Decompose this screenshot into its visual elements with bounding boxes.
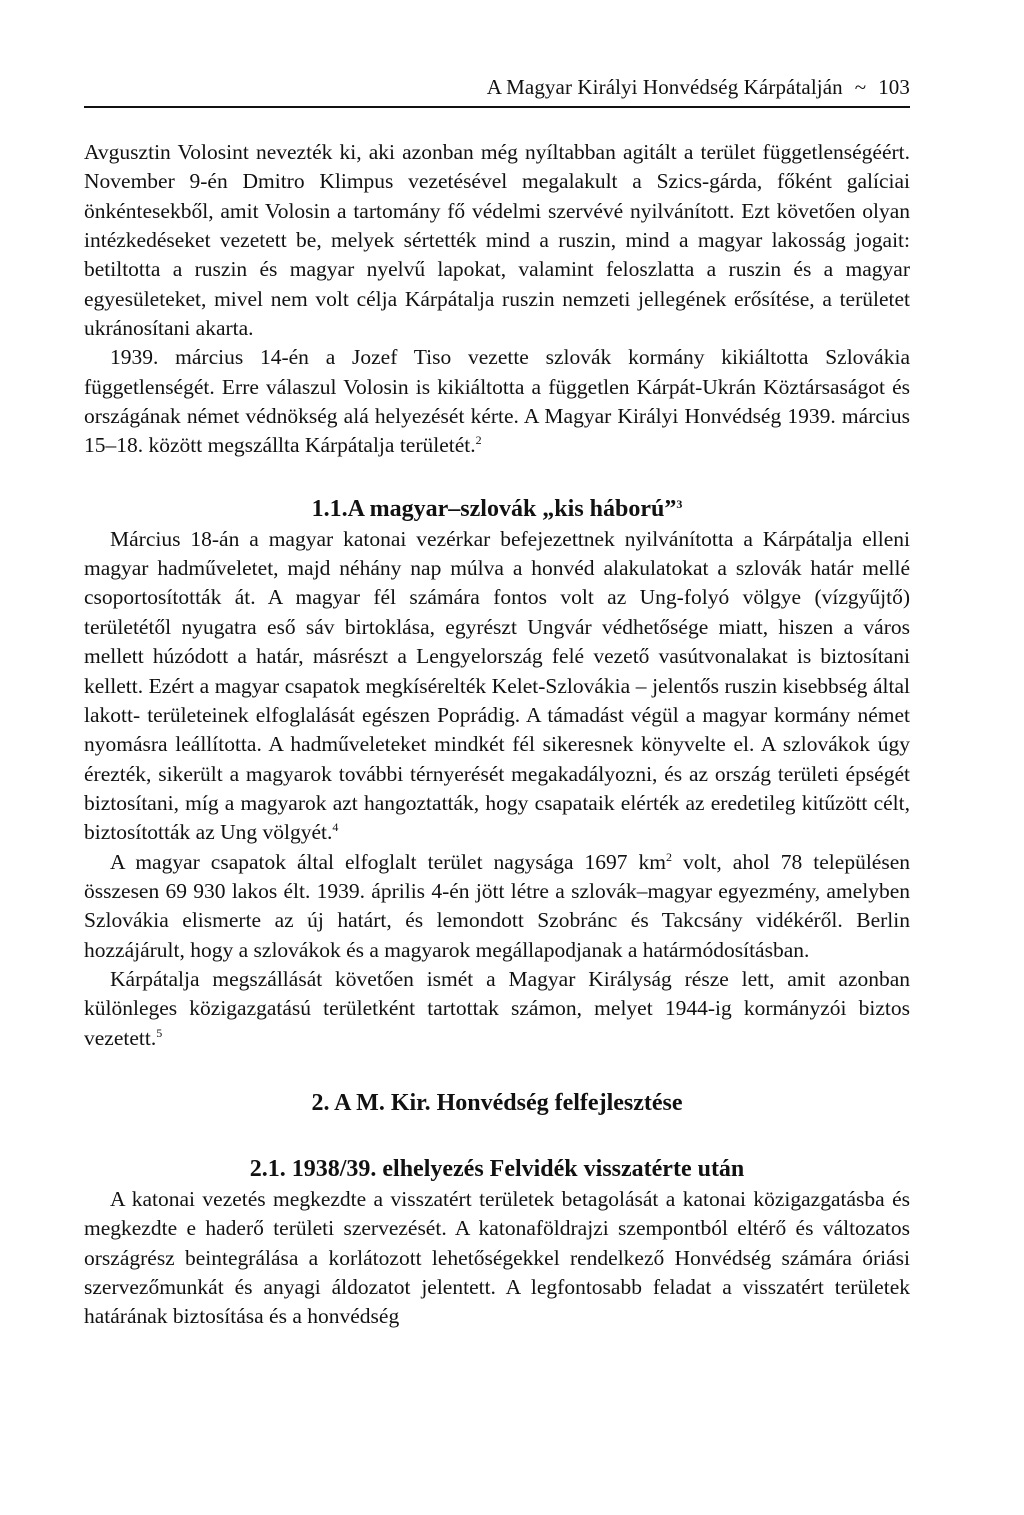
footnote-ref-3[interactable]: 3 (676, 496, 683, 511)
paragraph-2 (84, 343, 910, 460)
section-heading-2-1: 2.1. 1938/39. elhelyezés Felvidék visszatérte után (249, 1155, 745, 1182)
running-head (84, 70, 910, 108)
km-squared-superscript: 2 (665, 849, 672, 864)
paragraph-4 (84, 848, 910, 965)
page-number: 103 (878, 75, 910, 99)
paragraph-3 (84, 525, 910, 848)
paragraph-4-text-before: A magyar csapatok által elfoglalt terület nagysága 1697 km (110, 849, 666, 874)
section-heading-1-1 (84, 493, 910, 525)
paragraph-3-text: Március 18-án a magyar katonai vezérkar befejezettnek nyilvánította a Kárpátalja elleni magyar hadműveletet, majd néhány nap múlva a honvéd alakulatokat a szlovák határ mellé csoportosították át. A magyar fél számára fontos volt az Ung-folyó völgye (vízgyűjtő) területétől nyugatra eső sáv birtoklása, egyrészt Ungvár védhetősége miatt, hiszen a város mellett húzódott a határ, másrészt a Lengyelország felé vezető vasútvonalakat is biztosítani kellett. Ezért a magyar csapatok megkísérelték Kelet-Szlovákia – jelentős ruszin kisebbség által lakott- területeinek elfoglalását egészen Poprádig. A támadást végül a magyar kormány német nyomásra leállította. A hadműveleteket mindkét fél sikeresnek könyvelte el. A szlovákok úgy érezték, sikerült a magyarok további térnyerését megakadályozni, és az ország területi épségét biztosítani, míg a magyarok azt hangoztatták, hogy csapataik elérték az eredetileg kitűzött célt, biztosították az Ung völgyét. (84, 526, 910, 845)
paragraph-5 (84, 965, 910, 1053)
body-text (84, 138, 910, 1332)
paragraph-6: A katonai vezetés megkezdte a visszatért területek betagolását a katonai közigazgatásba és megkezdte e haderő területi szervezését. A katonaföldrajzi szempontból eltérő és változatos országrész beintegrálása a korlátozott lehetőségekkel rendelkező Honvédség számára óriási szervezőmunkát és anyagi áldozatot jelentett. A legfontosabb feladat a visszatért területek határának biztosítása és a honvédség (84, 1186, 910, 1329)
section-heading-2: 2. A M. Kir. Honvédség felfejlesztése (311, 1089, 683, 1116)
paragraph-4-text-after: volt, ahol 78 településen összesen 69 930 lakos élt. 1939. április 4-én jött létre a szlovák–magyar egyezmény, amelyben Szlovákia elismerte az új határt, és lemondott Szobránc és Takcsány vidékéről. Berlin hozzájárult, hogy a szlovákok és a magyarok megállapodjanak a határmódosításban. (84, 849, 910, 962)
paragraph-2-text: 1939. március 14-én a Jozef Tiso vezette szlovák kormány kikiáltotta Szlovákia függetlenségét. Erre válaszul Volosin is kikiáltotta a független Kárpát-Ukrán Köztársaságot és országának német védnökség alá helyezését kérte. A Magyar Királyi Honvédség 1939. március 15–18. között megszállta Kárpátalja területét. (84, 345, 910, 458)
section-heading-1-1-text: 1.1.A magyar–szlovák „kis háború” (311, 495, 677, 522)
running-head-title: A Magyar Királyi Honvédség Kárpátalján (486, 75, 843, 99)
paragraph-5-text: Kárpátalja megszállását követően ismét a Magyar Királyság része lett, amit azonban különleges közigazgatású területként tartottak számon, melyet 1944-ig kormányzói biztos vezetett. (84, 966, 910, 1050)
footnote-ref-5[interactable]: 5 (156, 1025, 163, 1040)
running-head-separator: ~ (854, 75, 867, 99)
page (84, 70, 910, 1332)
paragraph-1: Avgusztin Volosint nevezték ki, aki azonban még nyíltabban agitált a terület függetlenségéért. November 9-én Dmitro Klimpus vezetésével megalakult a Szics-gárda, főként galíciai önkéntesekből, amit Volosin a tartomány fő védelmi szervévé nyilvánított. Ezt követően olyan intézkedéseket vezetett be, melyek sértették mind a ruszin, mind a magyar lakosság jogait: betiltotta a ruszin és magyar nyelvű lapokat, valamint feloszlatta a ruszin és a magyar egyesületeket, mivel nem volt célja Kárpátalja ruszin nemzeti jellegének erősítése, a területet ukránosítani akarta. (84, 140, 910, 341)
footnote-ref-2[interactable]: 2 (475, 433, 482, 448)
footnote-ref-4[interactable]: 4 (332, 820, 339, 835)
